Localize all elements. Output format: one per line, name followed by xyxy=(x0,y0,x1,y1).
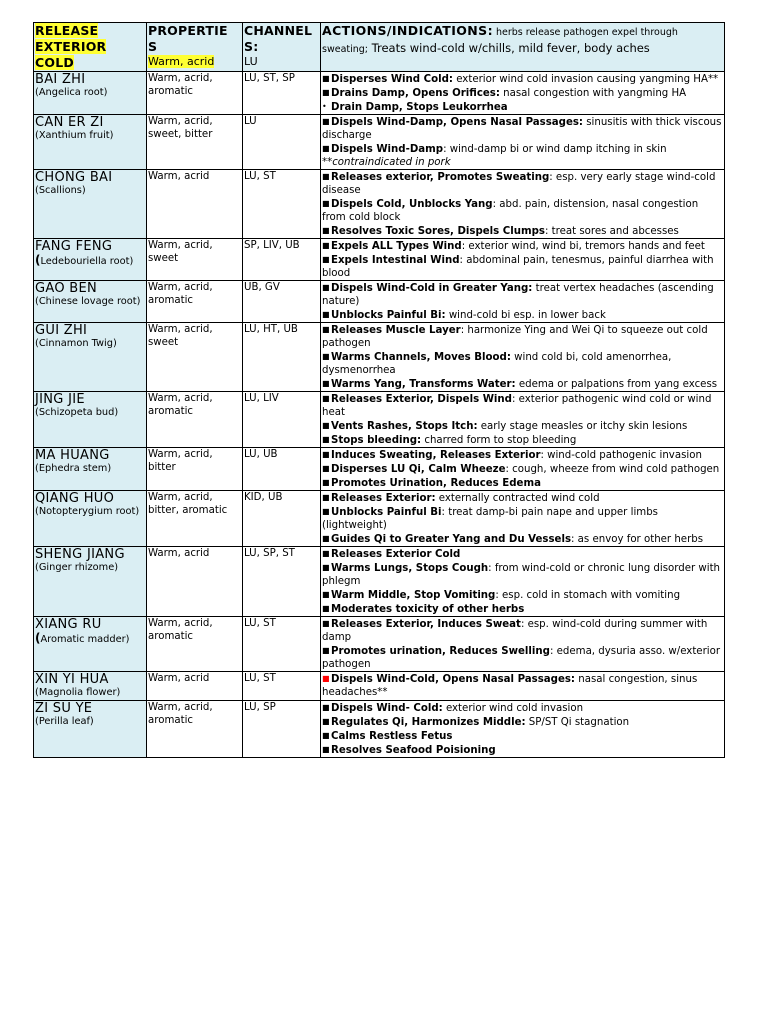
indication-item xyxy=(322,701,723,715)
indication-action: Releases Exterior, Induces Sweat xyxy=(331,619,521,630)
indication-detail: : treat sores and abcesses xyxy=(544,226,679,237)
herb-indications xyxy=(321,323,725,392)
indication-item xyxy=(322,491,723,505)
herb-indications xyxy=(321,672,725,701)
herb-channels: LU, ST xyxy=(243,672,321,701)
herb-indications xyxy=(321,700,725,757)
herb-english-name: (Ephedra stem) xyxy=(35,463,112,474)
indication-item xyxy=(322,729,723,743)
indication-item xyxy=(322,476,723,490)
herb-english-name: (Xanthium fruit) xyxy=(35,130,114,141)
header-actions xyxy=(321,23,725,72)
herb-properties: Warm, acrid, bitter, aromatic xyxy=(147,491,243,547)
indication-action: Promotes urination, Reduces Swelling xyxy=(331,646,550,657)
indication-item xyxy=(322,170,723,197)
herb-properties: Warm, acrid, bitter xyxy=(147,448,243,491)
indication-action: Calms Restless Fetus xyxy=(331,730,453,742)
indication-action: Disperses LU Qi, Calm Wheeze xyxy=(331,464,506,475)
bullet-icon: ■ xyxy=(322,74,330,83)
bullet-icon: ■ xyxy=(322,325,330,334)
indication-detail: edema or palpations from yang excess xyxy=(515,379,718,390)
indication-detail: : esp. very early stage wind-cold disease xyxy=(322,172,716,196)
bullet-icon: ■ xyxy=(322,464,330,473)
indication-item xyxy=(322,308,723,322)
herb-row xyxy=(34,281,725,323)
bullet-icon: ■ xyxy=(322,646,330,655)
herb-pinyin-name: GAO BEN xyxy=(35,281,98,296)
category-title-line: RELEASE xyxy=(35,23,99,38)
indication-item xyxy=(322,547,723,561)
herb-pinyin-name: XIN YI HUA xyxy=(35,672,109,687)
indication-action: Moderates toxicity of other herbs xyxy=(331,604,525,615)
herb-english-name: (Chinese lovage root) xyxy=(35,296,141,307)
herb-name-cell xyxy=(34,547,147,617)
indication-action: Releases Exterior, Dispels Wind xyxy=(331,394,512,405)
bullet-icon: ■ xyxy=(322,199,330,208)
indication-action: Releases Muscle Layer xyxy=(331,325,461,336)
herb-indications xyxy=(321,72,725,115)
herb-table xyxy=(33,22,725,758)
herb-english-name: (Scallions) xyxy=(35,185,86,196)
indication-detail: : cough, wheeze from wind cold pathogen xyxy=(505,464,720,475)
bullet-icon: ■ xyxy=(322,534,330,543)
herb-row xyxy=(34,672,725,701)
indication-action: Dispels Cold, Unblocks Yang xyxy=(331,199,493,210)
herb-row xyxy=(34,547,725,617)
herb-pinyin-name: BAI ZHI xyxy=(35,72,86,87)
herb-pinyin-name: FANG FENG xyxy=(35,239,113,254)
bullet-icon: ■ xyxy=(322,507,330,516)
channels-value: LU xyxy=(244,55,258,68)
herb-channels: KID, UB xyxy=(243,491,321,547)
indication-item xyxy=(322,588,723,602)
bullet-icon: ■ xyxy=(322,88,330,97)
indication-item xyxy=(322,197,723,224)
herb-name-cell xyxy=(34,617,147,672)
page xyxy=(33,22,724,758)
bullet-icon: ■ xyxy=(322,117,330,126)
bullet-icon: ■ xyxy=(322,619,330,628)
indication-detail: ** xyxy=(322,157,333,168)
indication-item xyxy=(322,419,723,433)
header-row xyxy=(34,23,725,72)
bullet-icon: ■ xyxy=(322,478,330,487)
bullet-icon: ■ xyxy=(322,394,330,403)
indication-note: contraindicated in pork xyxy=(332,157,451,168)
indication-detail: wind cold bi, cold amenorrhea, dysmenorrhea xyxy=(322,352,672,376)
herb-properties: Warm, acrid, sweet xyxy=(147,323,243,392)
herb-english-name: (Perilla leaf) xyxy=(35,715,94,727)
indication-item xyxy=(322,377,723,391)
herb-english-name: (Cinnamon Twig) xyxy=(35,338,117,349)
bullet-icon: ■ xyxy=(322,590,330,599)
indication-action: Resolves Toxic Sores, Dispels Clumps xyxy=(331,226,545,237)
indication-item xyxy=(322,350,723,377)
herb-channels: LU, ST xyxy=(243,170,321,239)
indication-detail: : edema, dysuria asso. w/exterior pathogen xyxy=(322,646,721,670)
indication-item xyxy=(322,532,723,546)
indication-action: Releases exterior, Promotes Sweating xyxy=(331,172,550,183)
herb-english-name: (Ledebouriella root) xyxy=(35,253,134,267)
indication-detail: exterior wind cold invasion xyxy=(442,702,584,714)
indication-detail: : wind-cold pathogenic invasion xyxy=(540,450,702,461)
herb-name-cell xyxy=(34,72,147,115)
herb-name-cell xyxy=(34,672,147,701)
herb-row xyxy=(34,239,725,281)
herb-name-cell xyxy=(34,170,147,239)
herb-pinyin-name: GUI ZHI xyxy=(35,323,88,338)
indication-detail: : abd. pain, distension, nasal congestion from cold block xyxy=(322,199,699,223)
indication-action: Vents Rashes, Stops Itch: xyxy=(331,421,478,432)
herb-properties: Warm, acrid xyxy=(147,672,243,701)
properties-heading: S xyxy=(148,39,158,54)
herb-properties: Warm, acrid, aromatic xyxy=(147,281,243,323)
herb-row xyxy=(34,72,725,115)
herb-row xyxy=(34,392,725,448)
indication-action: Releases Exterior: xyxy=(331,493,436,504)
bullet-icon: ■ xyxy=(322,702,330,712)
indication-action: Dispels Wind-Damp, Opens Nasal Passages: xyxy=(331,117,583,128)
indication-action: Stops bleeding: xyxy=(331,435,422,446)
bullet-icon: ■ xyxy=(322,435,330,444)
indication-action: Drain Damp, Stops Leukorrhea xyxy=(331,102,508,113)
indication-item xyxy=(322,142,723,156)
herb-name-cell xyxy=(34,115,147,170)
bullet-icon: ■ xyxy=(322,379,330,388)
herb-properties: Warm, acrid, aromatic xyxy=(147,700,243,757)
herb-pinyin-name: JING JIE xyxy=(35,392,85,407)
herb-pinyin-name: CHONG BAI xyxy=(35,170,113,185)
bullet-icon: ■ xyxy=(322,241,330,250)
herb-channels: LU, LIV xyxy=(243,392,321,448)
herb-row xyxy=(34,115,725,170)
herb-english-name: (Magnolia flower) xyxy=(35,687,121,698)
indication-detail: : treat damp-bi pain nape and upper limbs (lightweight) xyxy=(322,507,658,531)
indication-action: Drains Damp, Opens Orifices: xyxy=(331,88,500,99)
properties-heading: PROPERTIE xyxy=(148,23,228,38)
actions-heading: ACTIONS/INDICATIONS: xyxy=(322,23,493,38)
herb-name-cell xyxy=(34,239,147,281)
indication-detail: : as envoy for other herbs xyxy=(571,534,704,545)
herb-properties: Warm, acrid xyxy=(147,547,243,617)
indication-item xyxy=(322,323,723,350)
indication-action: Dispels Wind-Damp xyxy=(331,144,444,155)
indication-item xyxy=(322,392,723,419)
indication-item xyxy=(322,715,723,729)
indication-action: Dispels Wind-Cold in Greater Yang: xyxy=(331,283,533,294)
indication-item xyxy=(322,86,723,100)
herb-row xyxy=(34,700,725,757)
channels-heading: CHANNEL xyxy=(244,23,313,38)
bullet-icon: ■ xyxy=(322,172,330,181)
herb-channels: UB, GV xyxy=(243,281,321,323)
indication-action: Warms Channels, Moves Blood: xyxy=(331,352,511,363)
herb-english-name: (Aromatic madder) xyxy=(35,631,130,645)
herb-indications xyxy=(321,392,725,448)
herb-indications xyxy=(321,170,725,239)
herb-pinyin-name: CAN ER ZI xyxy=(35,115,104,130)
bullet-icon: ■ xyxy=(322,604,330,613)
indication-item xyxy=(322,156,723,169)
indication-detail: early stage measles or itchy skin lesions xyxy=(477,421,688,432)
bullet-icon: • xyxy=(322,102,327,111)
indication-detail: : esp. wind-cold during summer with damp xyxy=(322,619,708,643)
indication-item xyxy=(322,743,723,757)
indication-detail: treat vertex headaches (ascending nature) xyxy=(322,283,714,307)
category-title-line: COLD xyxy=(35,55,74,70)
indication-action: Promotes Urination, Reduces Edema xyxy=(331,478,541,489)
indication-detail: : wind-damp bi or wind damp itching in skin xyxy=(443,144,667,155)
indication-action: Induces Sweating, Releases Exterior xyxy=(331,450,541,461)
indication-detail: : esp. cold in stomach with vomiting xyxy=(495,590,681,601)
indication-item xyxy=(322,253,723,280)
bullet-icon: ■ xyxy=(322,450,330,459)
herb-english-name: (Angelica root) xyxy=(35,87,108,98)
herb-properties: Warm, acrid, sweet, bitter xyxy=(147,115,243,170)
indication-item xyxy=(322,448,723,462)
herb-channels: LU, SP, ST xyxy=(243,547,321,617)
herb-indications xyxy=(321,281,725,323)
bullet-icon: ■ xyxy=(322,493,330,502)
bullet-icon: ■ xyxy=(322,563,330,572)
herb-pinyin-name: QIANG HUO xyxy=(35,491,115,506)
herb-name-cell xyxy=(34,281,147,323)
bullet-icon: ■ xyxy=(322,226,330,235)
herb-channels: LU, HT, UB xyxy=(243,323,321,392)
indication-action: Warms Yang, Transforms Water: xyxy=(331,379,516,390)
herb-indications xyxy=(321,617,725,672)
herb-row xyxy=(34,448,725,491)
indication-detail: wind-cold bi esp. in lower back xyxy=(445,310,606,321)
herb-pinyin-name: ZI SU YE xyxy=(35,700,93,716)
herb-indications xyxy=(321,448,725,491)
indication-detail: exterior wind cold invasion causing yangming HA** xyxy=(452,74,719,85)
indication-detail: sinusitis with thick viscous discharge xyxy=(322,117,722,141)
bullet-icon: ■ xyxy=(322,549,330,558)
indication-item xyxy=(322,505,723,532)
herb-name-cell xyxy=(34,448,147,491)
herb-name-cell xyxy=(34,491,147,547)
bullet-icon: ■ xyxy=(322,744,330,754)
header-properties xyxy=(147,23,243,72)
indication-item xyxy=(322,617,723,644)
indication-item xyxy=(322,239,723,253)
herb-indications xyxy=(321,239,725,281)
indication-item xyxy=(322,672,723,699)
indication-action: Disperses Wind Cold: xyxy=(331,74,453,85)
indication-item xyxy=(322,433,723,447)
herb-properties: Warm, acrid xyxy=(147,170,243,239)
herb-channels: SP, LIV, UB xyxy=(243,239,321,281)
indication-item xyxy=(322,281,723,308)
herb-pinyin-name: MA HUANG xyxy=(35,448,110,463)
indication-action: Releases Exterior Cold xyxy=(331,549,461,560)
indication-detail: : exterior wind, wind bi, tremors hands and feet xyxy=(461,241,705,252)
indication-action: Warm Middle, Stop Vomiting xyxy=(331,590,496,601)
indication-detail: : abdominal pain, tenesmus, painful diarrhea with blood xyxy=(322,255,714,279)
bullet-icon: ■ xyxy=(322,674,330,683)
herb-channels: LU, ST, SP xyxy=(243,72,321,115)
herb-properties: Warm, acrid, aromatic xyxy=(147,72,243,115)
herb-english-name: (Ginger rhizome) xyxy=(35,562,119,573)
channels-heading: S: xyxy=(244,39,259,54)
indication-detail: : from wind-cold or chronic lung disorder with phlegm xyxy=(322,563,721,587)
indication-item xyxy=(322,602,723,616)
indication-detail: : exterior pathogenic wind cold or wind heat xyxy=(322,394,712,418)
properties-value: Warm, acrid xyxy=(148,55,215,68)
indication-item xyxy=(322,224,723,238)
indication-action: Expels ALL Types Wind xyxy=(331,241,462,252)
herb-name-cell xyxy=(34,323,147,392)
indication-action: Guides Qi to Greater Yang and Du Vessels xyxy=(331,534,572,545)
indication-item xyxy=(322,115,723,142)
herb-row xyxy=(34,170,725,239)
bullet-icon: ■ xyxy=(322,421,330,430)
indication-action: Unblocks Painful Bi: xyxy=(331,310,446,321)
indication-item xyxy=(322,644,723,671)
bullet-icon: ■ xyxy=(322,144,330,153)
indication-detail: nasal congestion with yangming HA xyxy=(499,88,687,99)
indication-item xyxy=(322,561,723,588)
herb-indications xyxy=(321,491,725,547)
herb-row xyxy=(34,323,725,392)
herb-row xyxy=(34,617,725,672)
indication-action: Warms Lungs, Stops Cough xyxy=(331,563,489,574)
indication-action: Regulates Qi, Harmonizes Middle: xyxy=(331,716,526,728)
actions-description-tail: Treats wind-cold w/chills, mild fever, body aches xyxy=(368,40,650,55)
herb-indications xyxy=(321,115,725,170)
herb-channels: LU, ST xyxy=(243,617,321,672)
bullet-icon: ■ xyxy=(322,310,330,319)
herb-name-cell xyxy=(34,700,147,757)
herb-properties: Warm, acrid, sweet xyxy=(147,239,243,281)
header-channels xyxy=(243,23,321,72)
herb-pinyin-name: XIANG RU xyxy=(35,617,102,632)
bullet-icon: ■ xyxy=(322,352,330,361)
indication-detail: SP/ST Qi stagnation xyxy=(525,716,630,728)
indication-detail: externally contracted wind cold xyxy=(435,493,600,504)
bullet-icon: ■ xyxy=(322,255,330,264)
indication-item xyxy=(322,100,723,114)
herb-english-name: (Schizopeta bud) xyxy=(35,407,119,418)
indication-detail: : harmonize Ying and Wei Qi to squeeze out cold pathogen xyxy=(322,325,708,349)
actions-description: herbs release pathogen expel through sweating; xyxy=(322,27,678,55)
indication-action: Resolves Seafood Poisioning xyxy=(331,744,496,756)
herb-channels: LU, UB xyxy=(243,448,321,491)
indication-action: Expels Intestinal Wind xyxy=(331,255,460,266)
header-category xyxy=(34,23,147,72)
herb-row xyxy=(34,491,725,547)
herb-indications xyxy=(321,547,725,617)
bullet-icon: ■ xyxy=(322,716,330,726)
bullet-icon: ■ xyxy=(322,730,330,740)
herb-channels: LU, SP xyxy=(243,700,321,757)
herb-properties: Warm, acrid, aromatic xyxy=(147,392,243,448)
indication-action: Unblocks Painful Bi xyxy=(331,507,442,518)
indication-item xyxy=(322,72,723,86)
herb-name-cell xyxy=(34,392,147,448)
herb-properties: Warm, acrid, aromatic xyxy=(147,617,243,672)
indication-detail: charred form to stop bleeding xyxy=(421,435,577,446)
indication-action: Dispels Wind- Cold: xyxy=(331,702,443,714)
category-title-line: EXTERIOR xyxy=(35,39,107,54)
bullet-icon: ■ xyxy=(322,283,330,292)
herb-pinyin-name: SHENG JIANG xyxy=(35,547,125,562)
indication-detail: nasal congestion, sinus headaches** xyxy=(322,674,698,698)
indication-item xyxy=(322,462,723,476)
indication-action: Dispels Wind-Cold, Opens Nasal Passages: xyxy=(331,674,576,685)
herb-channels: LU xyxy=(243,115,321,170)
herb-english-name: (Notopterygium root) xyxy=(35,506,140,517)
